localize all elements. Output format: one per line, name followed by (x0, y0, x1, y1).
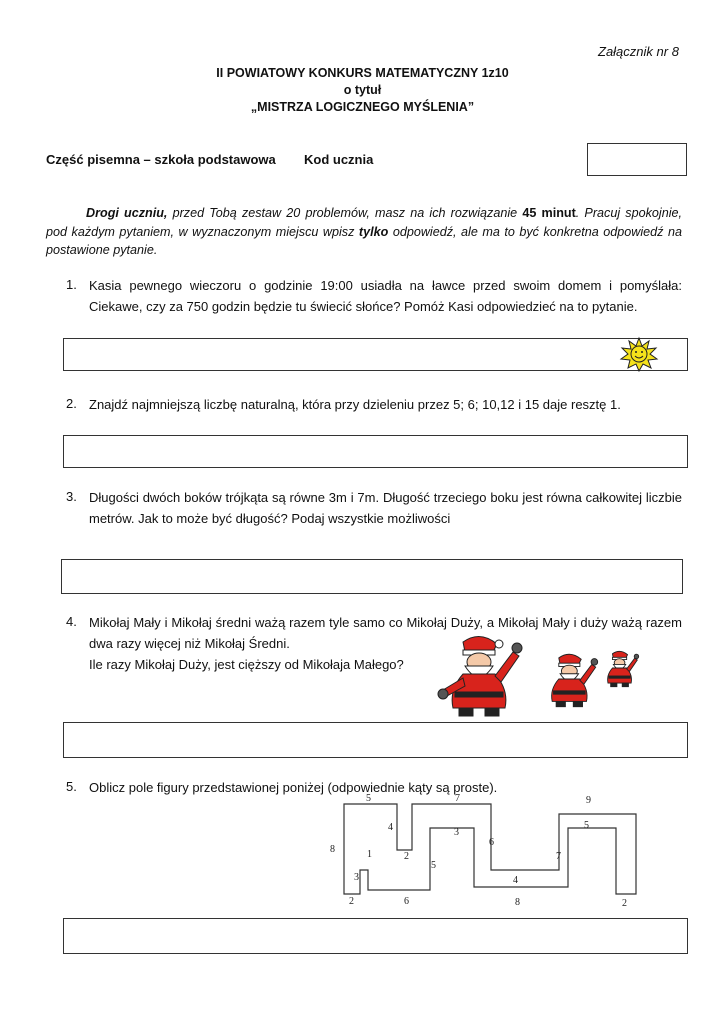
santa-claus-icon (540, 650, 600, 708)
question-number: 3. (66, 489, 77, 504)
question-number: 5. (66, 779, 77, 794)
figure-label: 3 (454, 827, 459, 838)
figure-label: 3 (354, 872, 359, 883)
figure-label: 1 (367, 849, 372, 860)
question-number: 4. (66, 614, 77, 629)
answer-field-5[interactable] (63, 918, 688, 954)
figure-label: 8 (330, 844, 335, 855)
question-number: 1. (66, 277, 77, 292)
figure-label: 7 (455, 793, 460, 804)
stepped-figure-diagram (320, 790, 640, 915)
question-number: 2. (66, 396, 77, 411)
contest-subtitle: o tytuł (343, 83, 382, 97)
figure-label: 2 (404, 851, 409, 862)
student-code-field[interactable] (587, 143, 687, 176)
figure-label: 6 (404, 896, 409, 907)
question-text: Mikołaj Mały i Mikołaj średni ważą razem tyle samo co Mikołaj Duży, a Mikołaj Mały i duży ważą razem dwa razy więcej niż Mikołaj Średni. (89, 615, 682, 651)
question-text: Znajdź najmniejszą liczbę naturalną, która przy dzieleniu przez 5; 6; 10,12 i 15 daje resztę 1. (89, 397, 621, 412)
annex-label: Załącznik nr 8 (598, 44, 679, 59)
answer-field-2[interactable] (63, 435, 688, 468)
student-code-label: Kod ucznia (304, 152, 374, 167)
question-text: Oblicz pole figury przedstawionej poniżej (odpowiednie kąty są proste). (89, 780, 498, 795)
figure-label: 9 (586, 795, 591, 806)
contest-name: „MISTRZA LOGICZNEGO MYŚLENIA” (250, 100, 475, 114)
instructions-greeting: Drogi uczniu, (86, 206, 168, 220)
question-text-line2: Ile razy Mikołaj Duży, jest cięższy od Mikołaja Małego? (89, 657, 404, 672)
section-label: Część pisemna – szkoła podstawowa (46, 152, 276, 167)
contest-title: II POWIATOWY KONKURS MATEMATYCZNY 1z10 (216, 66, 509, 80)
answer-field-1[interactable] (63, 338, 688, 371)
figure-label: 5 (431, 860, 436, 871)
question-text: Kasia pewnego wieczoru o godzinie 19:00 usiadła na ławce przed swoim domem i pomyślała: Ciekawe, czy za 750 godzin będzie tu świecić słońce? Pomóż Kasi odpowiedzieć na to pytanie. (89, 278, 682, 314)
santa-claus-icon (435, 630, 525, 718)
question-text: Długości dwóch boków trójkąta są równe 3m i 7m. Długość trzeciego boku jest równa całkowitej liczbie metrów. Jak to może być długość? Podaj wszystkie możliwości (89, 490, 682, 526)
santa-claus-icon (600, 648, 640, 688)
figure-label: 8 (515, 897, 520, 908)
figure-label: 4 (388, 822, 393, 833)
figure-label: 6 (489, 837, 494, 848)
answer-field-3[interactable] (61, 559, 683, 594)
figure-label: 2 (349, 896, 354, 907)
figure-label: 2 (622, 898, 627, 909)
figure-label: 7 (556, 851, 561, 862)
sun-icon (618, 336, 660, 372)
figure-label: 5 (366, 793, 371, 804)
figure-label: 5 (584, 820, 589, 831)
figure-label: 4 (513, 875, 518, 886)
instructions: Drogi uczniu, przed Tobą zestaw 20 problemów, masz na ich rozwiązanie 45 minut. Pracuj spokojnie, pod każdym pytaniem, w wyznaczonym miejscu wpisz tylko odpowiedź, ale ma to być konkretna odpowiedź na postawione pytanie. (46, 206, 682, 257)
answer-field-4[interactable] (63, 722, 688, 758)
time-limit: 45 minut (522, 206, 576, 220)
